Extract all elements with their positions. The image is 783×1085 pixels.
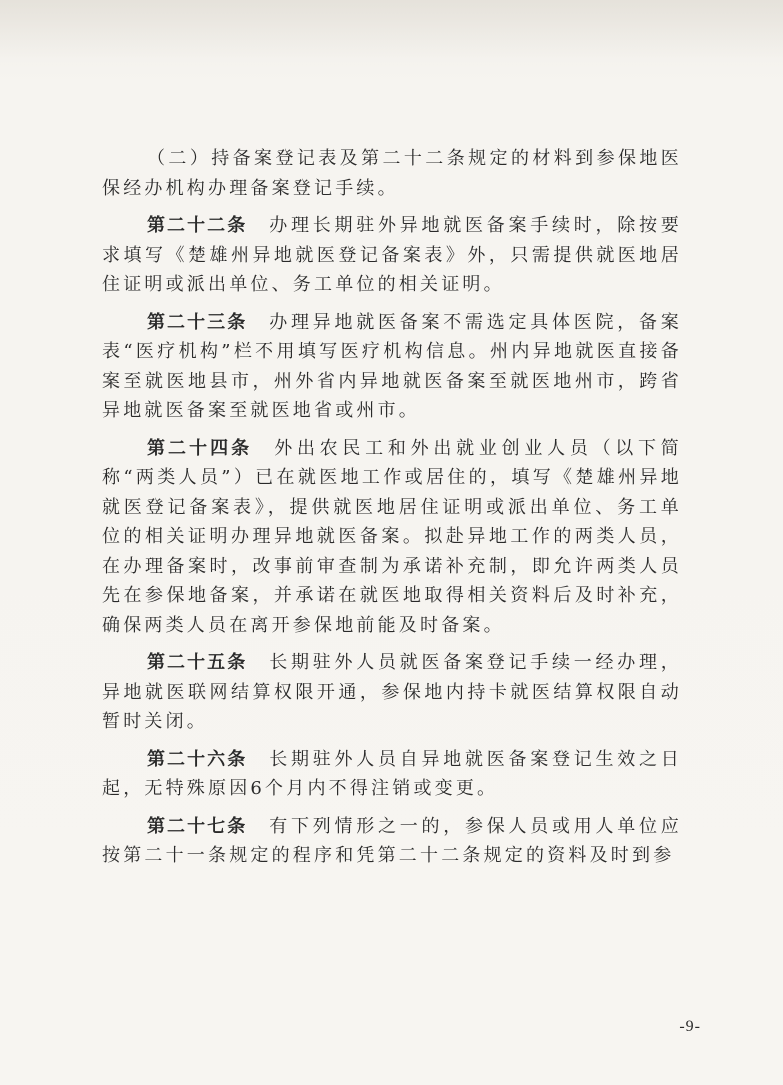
paragraph-4 <box>102 434 682 641</box>
paragraph-text-23: 办理异地就医备案不需选定具体医院，备案表“医疗机构”栏不用填写医疗机构信息。州内异地就医直接备案至就医地县市，州外省内异地就医备案至就医地州市，跨省异地就医备案至就医地省或州市。 <box>102 311 682 421</box>
scan-shadow <box>0 0 783 60</box>
paragraph-text-1: （二）持备案登记表及第二十二条规定的材料到参保地医保经办机构办理备案登记手续。 <box>102 148 682 199</box>
paragraph-text-24: 外出农民工和外出就业创业人员（以下简称“两类人员”）已在就医地工作或居住的，填写《楚雄州异地就医登记备案表》，提供就医地居住证明或派出单位、务工单位的相关证明办理异地就医备案。拟赴异地工作的两类人员，在办理备案时，改事前审查制为承诺补充制，即允许两类人员先在参保地备案，并承诺在就医地取得相关资料后及时补充，确保两类人员在离开参保地前能及时备案。 <box>102 437 682 636</box>
paragraph-text-26: 长期驻外人员自异地就医备案登记生效之日起，无特殊原因6个月内不得注销或变更。 <box>102 748 682 799</box>
article-heading-26: 第二十六条 <box>147 748 248 770</box>
paragraph-1 <box>102 144 682 203</box>
paragraph-text-27: 有下列情形之一的，参保人员或用人单位应按第二十一条规定的程序和凭第二十二条规定的资料及时到参 <box>102 815 682 866</box>
article-heading-25: 第二十五条 <box>147 652 248 673</box>
page-number: -9- <box>679 1018 701 1035</box>
article-heading-23: 第二十三条 <box>147 311 248 333</box>
paragraph-5 <box>102 648 682 737</box>
article-heading-24: 第二十四条 <box>147 437 253 459</box>
paragraph-text-22: 办理长期驻外异地就医备案手续时，除按要求填写《楚雄州异地就医登记备案表》外，只需提供就医地居住证明或派出单位、务工单位的相关证明。 <box>102 215 682 295</box>
paragraph-6 <box>102 745 682 804</box>
article-heading-27: 第二十七条 <box>147 815 248 837</box>
article-heading-22: 第二十二条 <box>147 215 248 236</box>
paragraph-3 <box>102 308 682 426</box>
paragraph-text-25: 长期驻外人员就医备案登记手续一经办理，异地就医联网结算权限开通，参保地内持卡就医结算权限自动暂时关闭。 <box>102 652 682 732</box>
paragraph-7 <box>102 812 682 871</box>
paragraph-2 <box>102 211 682 300</box>
document-body <box>102 144 682 871</box>
